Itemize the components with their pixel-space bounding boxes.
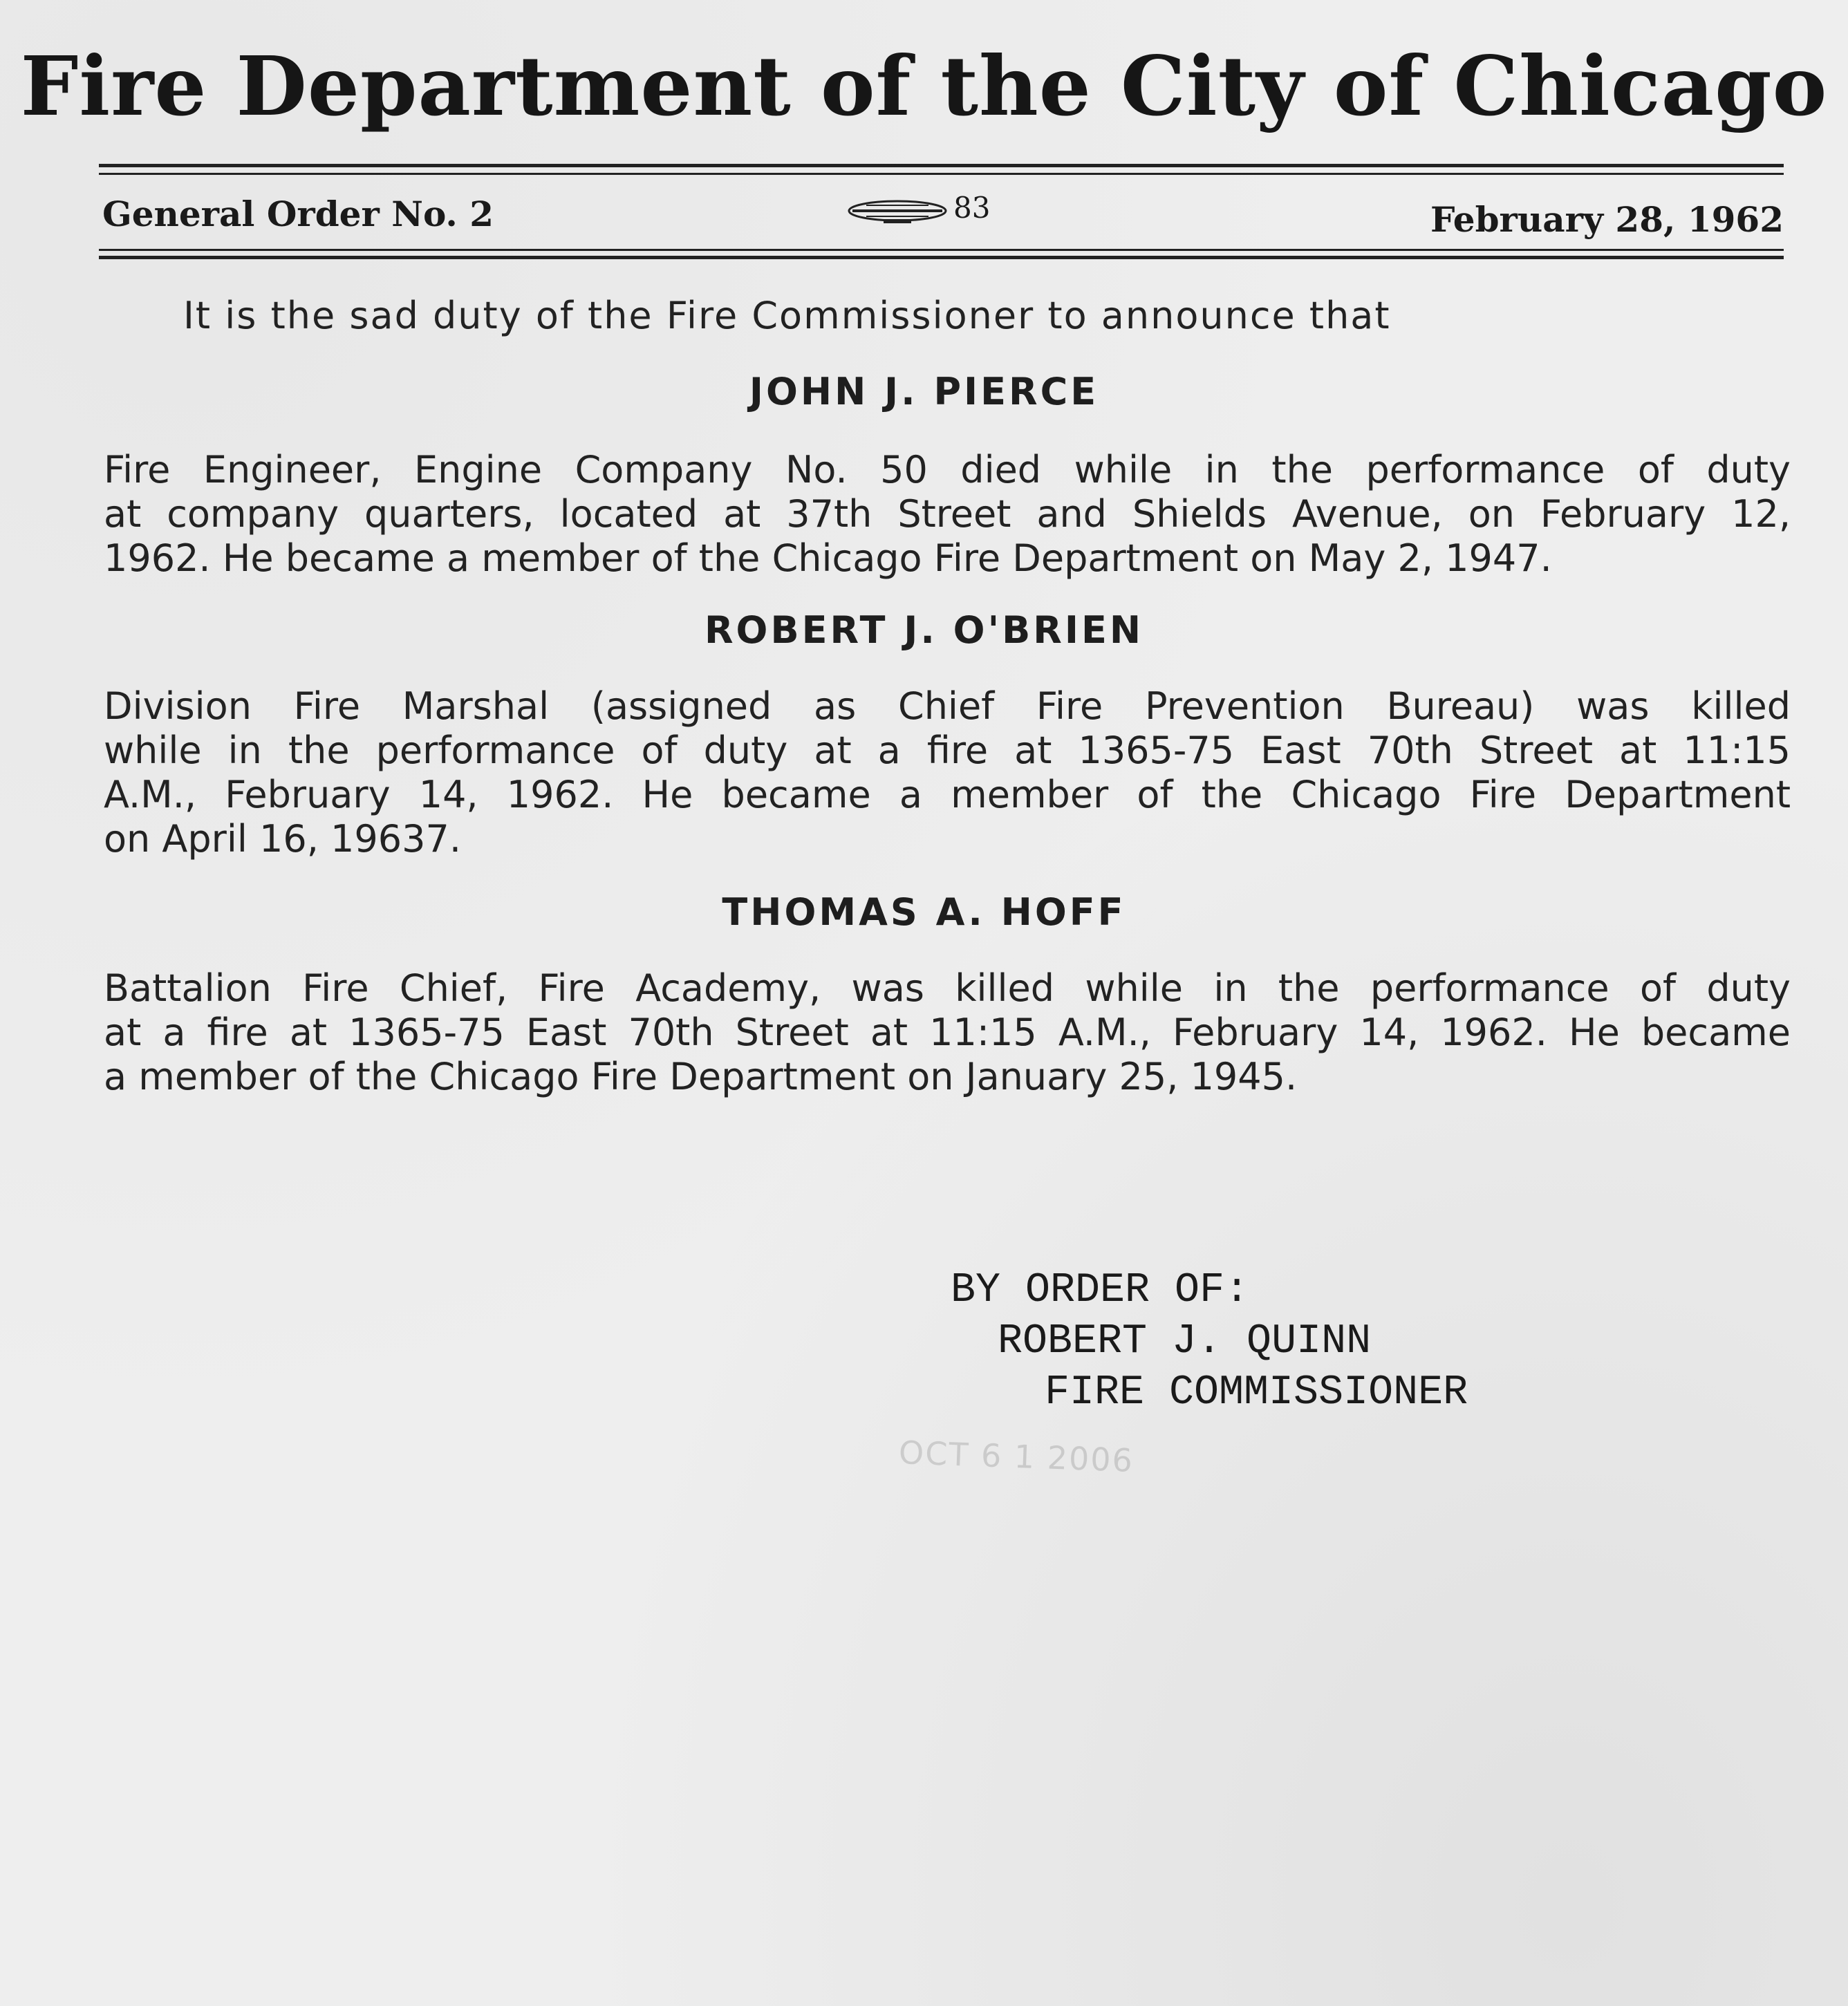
union-seal [846, 191, 990, 227]
notice-line: at a fire at 1365-75 East 70th Street at 11:15 A.M., February 14, 1962. He became [104, 1011, 1791, 1054]
deceased-name: JOHN J. PIERCE [749, 370, 1099, 413]
notice-paragraph [104, 448, 1791, 581]
header-rule-top-thin [99, 173, 1784, 175]
notice-line: Battalion Fire Chief, Fire Academy, was killed while in the performance of duty [104, 966, 1791, 1010]
order-number: General Order No. 2 [102, 194, 494, 234]
order-date: February 28, 1962 [1430, 199, 1784, 240]
notice-paragraph [104, 966, 1791, 1099]
signoff-title: FIRE COMMISSIONER [1045, 1369, 1468, 1416]
deceased-name: THOMAS A. HOFF [722, 890, 1126, 934]
notice-line: at company quarters, located at 37th Street and Shields Avenue, on February 12, [104, 492, 1791, 536]
notice-line: 1962. He became a member of the Chicago Fire Department on May 2, 1947. [104, 536, 1552, 580]
header-rule-bottom-thick [99, 256, 1784, 259]
notice-line: a member of the Chicago Fire Department on January 25, 1945. [104, 1055, 1298, 1098]
received-date-stamp: OCT 6 1 2006 [898, 1434, 1135, 1479]
notice-paragraph [104, 684, 1791, 861]
intro-sentence: It is the sad duty of the Fire Commissioner to announce that [183, 294, 1391, 337]
signoff-by-order: BY ORDER OF: [951, 1267, 1250, 1314]
seal-number: 83 [953, 191, 991, 225]
union-label-icon [846, 193, 949, 227]
masthead-title: Fire Department of the City of Chicago [20, 38, 1828, 134]
notice-line: on April 16, 19637. [104, 817, 462, 861]
notice-line: while in the performance of duty at a fire at 1365-75 East 70th Street at 11:15 [104, 729, 1791, 772]
header-rule-top-thick [99, 164, 1784, 167]
notice-line: Fire Engineer, Engine Company No. 50 died while in the performance of duty [104, 448, 1791, 491]
notice-line: A.M., February 14, 1962. He became a member of the Chicago Fire Department [104, 773, 1791, 816]
signoff-name: ROBERT J. QUINN [998, 1318, 1372, 1365]
notice-line: Division Fire Marshal (assigned as Chief Fire Prevention Bureau) was killed [104, 684, 1791, 728]
order-info-row [99, 185, 1784, 241]
signature-block [951, 1265, 1468, 1418]
header-rule-bottom-thin [99, 249, 1784, 251]
deceased-name: ROBERT J. O'BRIEN [704, 608, 1144, 652]
